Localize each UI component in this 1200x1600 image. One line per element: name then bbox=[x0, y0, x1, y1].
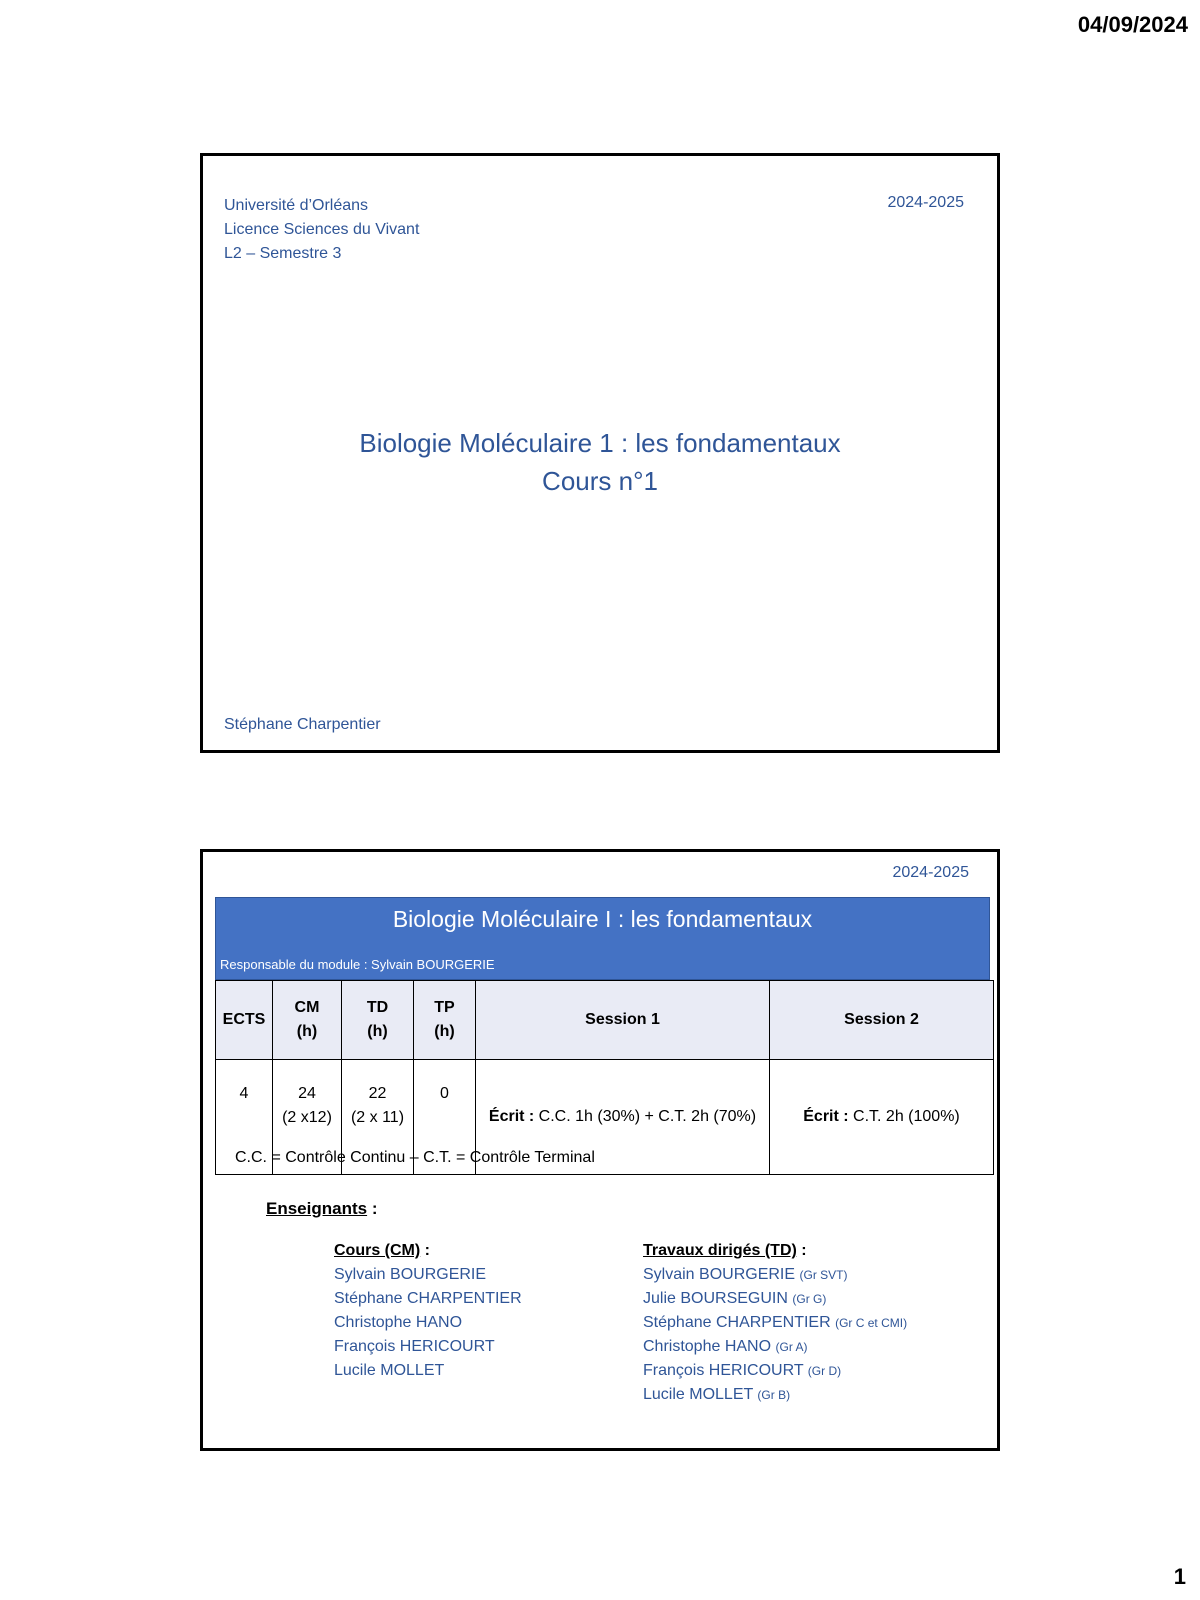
page-date: 04/09/2024 bbox=[1077, 12, 1188, 37]
list-item: Sylvain BOURGERIE bbox=[334, 1266, 487, 1283]
header-td: TD (h) bbox=[342, 981, 414, 1060]
tutorial-heading: Travaux dirigés (TD) : bbox=[643, 1242, 807, 1259]
list-item: François HERICOURT (Gr D) bbox=[643, 1362, 842, 1379]
module-banner bbox=[215, 897, 990, 980]
lecture-teachers-list bbox=[334, 1239, 522, 1383]
header-cm: CM (h) bbox=[273, 981, 342, 1060]
header-ects: ECTS bbox=[216, 981, 273, 1060]
table-header-row bbox=[216, 981, 994, 1060]
list-item: Stéphane CHARPENTIER (Gr C et CMI) bbox=[643, 1314, 908, 1331]
module-title: Biologie Moléculaire I : les fondamentaux bbox=[392, 906, 813, 932]
module-responsible: Responsable du module : Sylvain BOURGERIE bbox=[220, 957, 495, 972]
list-item: François HERICOURT bbox=[334, 1338, 495, 1355]
tutorial-teachers-list bbox=[643, 1239, 907, 1407]
module-hours-table bbox=[215, 980, 994, 1175]
header-session-1: Session 1 bbox=[476, 981, 770, 1060]
course-title-block bbox=[203, 424, 997, 500]
teachers-heading: Enseignants : bbox=[266, 1199, 378, 1218]
cell-session-2: Écrit : C.T. 2h (100%) bbox=[770, 1060, 994, 1175]
author-name: Stéphane Charpentier bbox=[224, 716, 381, 733]
course-title: Biologie Moléculaire 1 : les fondamentaux bbox=[359, 428, 841, 458]
lecture-heading: Cours (CM) : bbox=[334, 1242, 430, 1259]
institution-block bbox=[224, 194, 419, 266]
cell-cm: 24 (2 x12) bbox=[273, 1060, 342, 1175]
title-slide bbox=[200, 153, 1000, 753]
abbreviation-note: C.C. = Contrôle Continu – C.T. = Contrôle Terminal bbox=[235, 1149, 595, 1166]
list-item: Stéphane CHARPENTIER bbox=[334, 1290, 522, 1307]
list-item: Sylvain BOURGERIE (Gr SVT) bbox=[643, 1266, 848, 1283]
list-item: Christophe HANO (Gr A) bbox=[643, 1338, 808, 1355]
cell-td: 22 (2 x 11) bbox=[342, 1060, 414, 1175]
page-number: 1 bbox=[1173, 1564, 1186, 1589]
academic-year: 2024-2025 bbox=[887, 194, 964, 211]
cell-session-1: Écrit : C.C. 1h (30%) + C.T. 2h (70%) bbox=[476, 1060, 770, 1175]
list-item: Julie BOURSEGUIN (Gr G) bbox=[643, 1290, 827, 1307]
cell-ects: 4 bbox=[216, 1060, 273, 1175]
list-item: Lucile MOLLET (Gr B) bbox=[643, 1386, 791, 1403]
semester-label: L2 – Semestre 3 bbox=[224, 245, 342, 262]
cell-tp: 0 bbox=[414, 1060, 476, 1175]
academic-year: 2024-2025 bbox=[892, 864, 969, 881]
module-info-slide bbox=[200, 849, 1000, 1451]
program-name: Licence Sciences du Vivant bbox=[224, 221, 420, 238]
list-item: Christophe HANO bbox=[334, 1314, 463, 1331]
course-subtitle: Cours n°1 bbox=[542, 466, 658, 496]
list-item: Lucile MOLLET bbox=[334, 1362, 445, 1379]
university-name: Université d’Orléans bbox=[224, 197, 369, 214]
header-tp: TP (h) bbox=[414, 981, 476, 1060]
header-session-2: Session 2 bbox=[770, 981, 994, 1060]
